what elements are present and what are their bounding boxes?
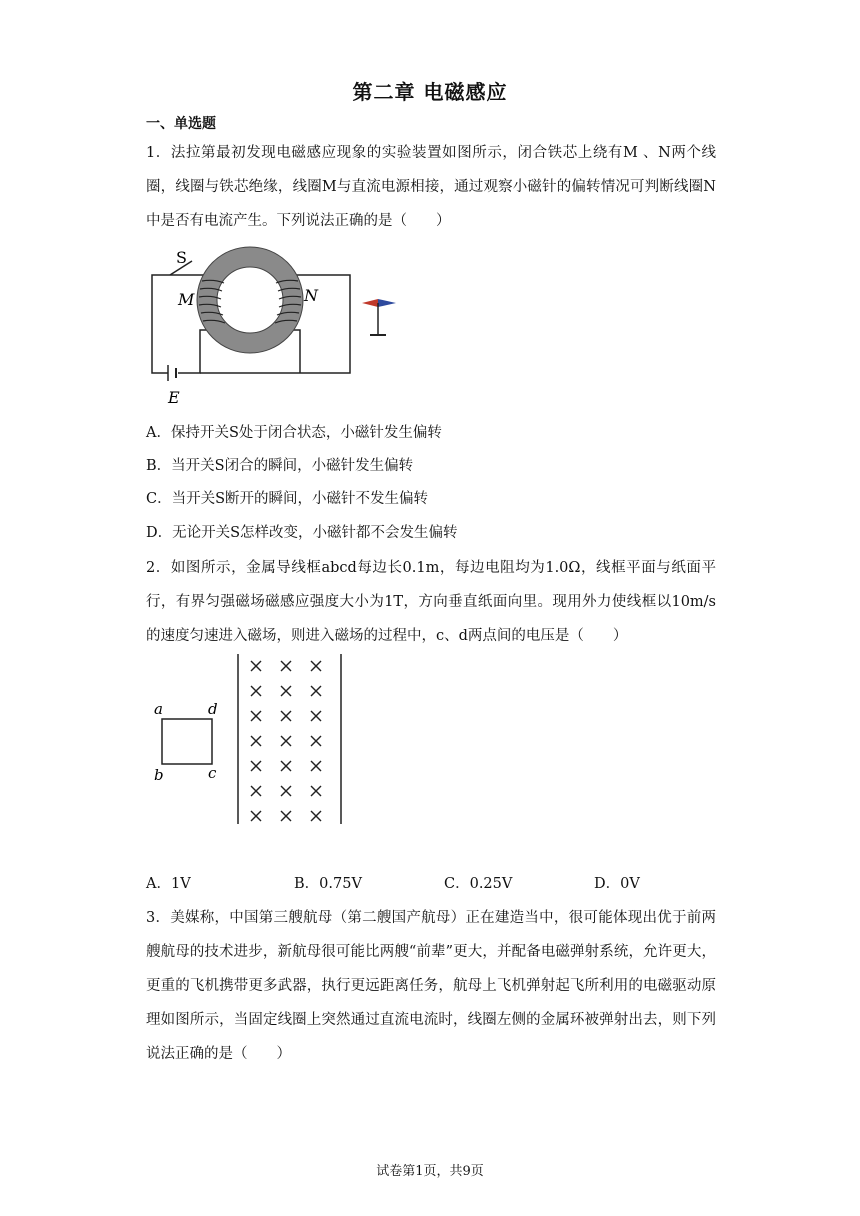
question-2-figure — [148, 652, 348, 832]
q1-option-c[interactable]: C．当开关S断开的瞬间，小磁针不发生偏转 — [146, 491, 429, 507]
label-b: b — [154, 766, 164, 784]
q1-option-b[interactable]: B．当开关S闭合的瞬间，小磁针发生偏转 — [146, 458, 414, 474]
q2-option-b[interactable]: B．0.75V — [294, 876, 362, 892]
label-s: S — [176, 248, 187, 267]
question-3-text: 3．美媒称，中国第三艘航母（第二艘国产航母）正在建造当中，很可能体现出优于前两艘航母的技术进步，新航母很可能比两艘“前辈”更大，并配备电磁弹射系统，允许更大，更重的飞机携带更多武器，执行更远距离任务，航母上飞机弹射起飞所利用的电磁驱动原理如图所示，当固定线圈上突然通过直流电流时，线圈左侧的金属环被弹射出去，则下列说法正确的是（ ） — [146, 910, 716, 1062]
q2-option-a[interactable]: A．1V — [146, 876, 191, 892]
magnetic-field-crosses — [251, 661, 321, 821]
section-heading: 一、单选题 — [146, 116, 216, 132]
circuit-wire-left-bottom — [178, 330, 208, 373]
label-d: d — [208, 700, 218, 718]
iron-core-ring — [207, 257, 293, 343]
wire-frame-abcd — [162, 719, 212, 764]
label-a: a — [154, 700, 163, 718]
question-1-text: 1．法拉第最初发现电磁感应现象的实验装置如图所示，闭合铁芯上绕有M 、N两个线圈，线圈与铁芯绝缘，线圈M与直流电源相接，通过观察小磁针的偏转情况可判断线圈N中是否有电流产生。下列说法正确的是（ ） — [146, 145, 716, 229]
label-e: E — [168, 388, 180, 407]
question-1-figure — [140, 245, 420, 410]
label-n: N — [304, 286, 318, 305]
question-2-text: 2．如图所示，金属导线框abcd每边长0.1m，每边电阻均为1.0Ω，线框平面与纸面平行，有界匀强磁场磁感应强度大小为1T，方向垂直纸面向里。现用外力使线框以10m/s的速度匀速进入磁场，则进入磁场的过程中，c、d两点间的电压是（ ） — [146, 560, 716, 644]
q2-option-d[interactable]: D．0V — [594, 876, 640, 892]
q1-option-a[interactable]: A．保持开关S处于闭合状态，小磁针发生偏转 — [146, 425, 442, 441]
q2-option-c[interactable]: C．0.25V — [444, 876, 513, 892]
compass-needle — [362, 299, 396, 335]
q1-option-d[interactable]: D．无论开关S怎样改变，小磁针都不会发生偏转 — [146, 525, 458, 541]
page-title: 第二章 电磁感应 — [352, 80, 508, 104]
label-c: c — [208, 764, 217, 782]
label-m: M — [178, 290, 195, 309]
page-footer: 试卷第1页，共9页 — [376, 1164, 484, 1179]
